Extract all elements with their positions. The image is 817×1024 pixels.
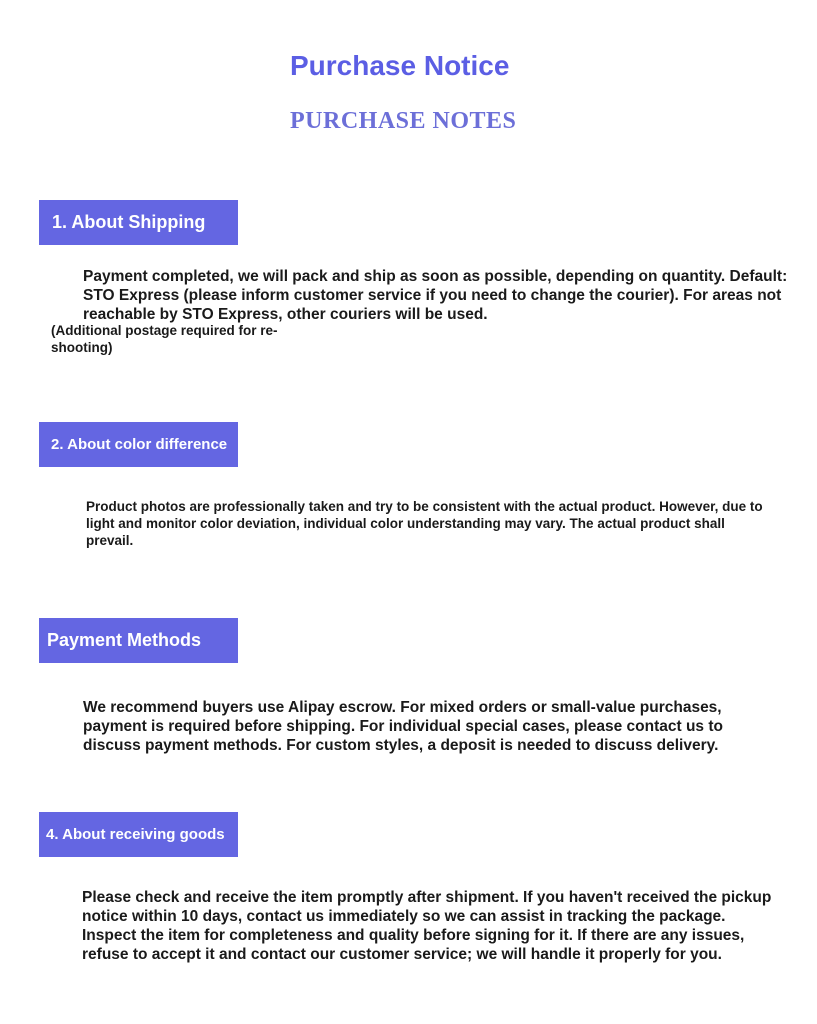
section-header-shipping: 1. About Shipping (39, 200, 238, 245)
payment-methods-text: We recommend buyers use Alipay escrow. For mixed orders or small-value purchases, payment is required before shipping. For individual special cases, please contact us to discuss payment methods. For custom styles, a deposit is needed to discuss delivery. (83, 699, 723, 754)
page-title: Purchase Notice (290, 50, 510, 81)
shipping-text: Payment completed, we will pack and ship as soon as possible, depending on quantity. Default: STO Express (please inform customer service if you need to change the courier). For areas not reachable by STO Express, other couriers will be used. (83, 268, 788, 323)
section-header-payment-methods: Payment Methods (39, 618, 238, 663)
page-subtitle: PURCHASE NOTES (290, 108, 517, 134)
shipping-note: (Additional postage required for re-shooting) (51, 323, 278, 355)
receiving-goods-text: Please check and receive the item promptly after shipment. If you haven't received the pickup notice within 10 days, contact us immediately so we can assist in tracking the package. Inspect the item for completeness and quality before signing for it. If there are any issues, refuse to accept it and contact our customer service; we will handle it properly for you. (82, 889, 772, 963)
section-header-receiving-goods: 4. About receiving goods (39, 812, 238, 857)
color-difference-text: Product photos are professionally taken and try to be consistent with the actual product. However, due to light and monitor color deviation, individual color understanding may vary. The actual product shall prevail. (86, 499, 763, 548)
section-header-color-difference: 2. About color difference (39, 422, 238, 467)
